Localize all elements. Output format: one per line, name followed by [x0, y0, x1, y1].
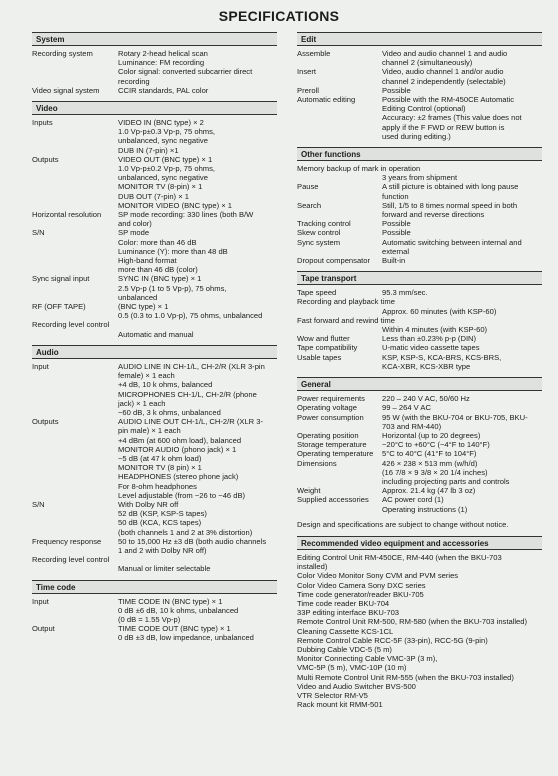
spec-value: 3 years from shipment [382, 173, 458, 183]
spec-line: Approx. 60 minutes (with KSP-60) [382, 306, 497, 316]
spec-row [297, 403, 542, 412]
list-item: Color Video Camera Sony DXC series [297, 580, 426, 590]
spec-label: Power consumption [297, 412, 364, 422]
spec-label: Tape speed [297, 288, 337, 298]
spec-row [32, 537, 277, 555]
spec-label: Weight [297, 486, 321, 496]
spec-value: 95.3 mm/sec. [382, 288, 428, 298]
spec-label: Usable tapes [297, 352, 342, 362]
section-heading: Audio [32, 345, 277, 359]
spec-value: Automatic switching between internal and external [382, 237, 522, 256]
spec-label: Wow and flutter [297, 334, 350, 344]
spec-label: Pause [297, 182, 319, 192]
spec-value: AC power cord (1) Operating instructions (1) [382, 495, 468, 514]
spec-label: Search [297, 200, 322, 210]
spec-value: Still, 1/5 to 8 times normal speed in both forward and reverse directions [382, 200, 518, 220]
spec-label: Sync system [297, 237, 341, 247]
spec-row [32, 555, 277, 573]
general-section [297, 377, 542, 514]
section-heading: Other functions [297, 147, 542, 161]
spec-label: Operating temperature [297, 449, 374, 459]
right-column [297, 32, 542, 715]
spec-value: Horizontal (up to 20 degrees) [382, 430, 481, 440]
spec-value: Automatic and manual [118, 329, 194, 339]
spec-value: Less than ±0.23% p-p (DIN) [382, 334, 477, 344]
edit-section [297, 32, 542, 141]
spec-row [297, 173, 542, 182]
spec-value: 50 to 15,000 Hz ±3 dB (both audio channels 1 and 2 with Dolby NR off) [118, 536, 267, 555]
spec-label: Dimensions [297, 458, 337, 468]
spec-label: Frequency response [32, 536, 102, 546]
spec-value: (BNC type) × 1 0.5 (0.3 to 1.0 Vp-p), 75 ohms, unbalanced [118, 302, 263, 321]
section-heading: Tape transport [297, 271, 542, 285]
spec-row [297, 431, 542, 440]
spec-value: VIDEO OUT (BNC type) × 1 1.0 Vp-p±0.2 Vp-p, 75 ohms, unbalanced, sync negative MONITOR TV (8-pin) × 1 DUB OUT (7-pin) × 1 MONITOR VIDEO (BNC type) × 1 [118, 154, 232, 210]
section-heading: System [32, 32, 277, 46]
spec-label: Insert [297, 67, 316, 77]
spec-row [297, 353, 542, 371]
recommended-section [297, 536, 542, 709]
spec-value: 95 W (with the BKU-704 or BKU-705, BKU- 703 and RM-440) [382, 412, 528, 431]
spec-label: Preroll [297, 85, 319, 95]
spec-row [297, 495, 542, 513]
spec-row [297, 228, 542, 237]
spec-line: Within 4 minutes (with KSP-60) [382, 325, 488, 335]
list-item: Editing Control Unit RM-450CE, RM-440 (when the BKU-703 installed) [297, 552, 502, 572]
time-code-section [32, 580, 277, 643]
list-item: Cleaning Cassette KCS-1CL [297, 626, 394, 636]
page-title: SPECIFICATIONS [218, 8, 340, 24]
tape-transport-section [297, 271, 542, 371]
spec-value: VIDEO IN (BNC type) × 2 1.0 Vp-p±0.3 Vp-p, 75 ohms, unbalanced, sync negative DUB IN (7-pin) ×1 [118, 118, 216, 155]
spec-row [32, 274, 277, 302]
spec-label: Recording level control [32, 555, 110, 565]
spec-row [297, 86, 542, 95]
spec-value: Manual or limiter selectable [118, 564, 211, 574]
spec-label: Operating position [297, 430, 359, 440]
spec-line: Recording and playback time [297, 297, 395, 307]
spec-value: SP mode Color: more than 46 dB Luminance (Y): more than 48 dB High-band format more than 46 dB (color) [118, 228, 228, 275]
spec-row [32, 417, 277, 500]
spec-row [297, 343, 542, 352]
spec-row [32, 500, 277, 537]
spec-label: S/N [32, 228, 45, 238]
spec-label: Recording system [32, 49, 93, 58]
list-item: Time code reader BKU-704 [297, 598, 390, 608]
spec-label: Outputs [32, 417, 59, 427]
list-item: Time code generator/reader BKU-705 [297, 589, 424, 599]
spec-row [32, 320, 277, 338]
spec-label: Recording level control [32, 320, 110, 330]
spec-value: Possible with the RM-450CE Automatic Editing Control (optional) Accuracy: ±2 frames (This value does not apply if the F FWD or REW button is used during editing.) [382, 95, 522, 141]
spec-row [32, 228, 277, 274]
spec-row [32, 86, 277, 95]
spec-value: Video, audio channel 1 and/or audio channel 2 independently (selectable) [382, 67, 506, 86]
spec-value: 220 – 240 V AC, 50/60 Hz [382, 394, 470, 404]
spec-value: A still picture is obtained with long pause function [382, 182, 519, 201]
spec-label: Tracking control [297, 219, 351, 229]
spec-row [297, 486, 542, 495]
spec-value: With Dolby NR off 52 dB (KSP, KSP-S tapes) 50 dB (KCA, KCS tapes) (both channels 1 and 2 at 3% distortion) [118, 499, 253, 537]
list-item: Rack mount kit RMM-501 [297, 700, 383, 710]
section-heading: Video [32, 101, 277, 115]
section-heading: Edit [297, 32, 542, 46]
spec-row [297, 440, 542, 449]
spec-value: Video and audio channel 1 and audio channel 2 (simultaneously) [382, 49, 508, 68]
spec-line: Memory backup of mark in operation [297, 164, 421, 174]
spec-label: Video signal system [32, 85, 100, 95]
spec-value: Approx. 21.4 kg (47 lb 3 oz) [382, 486, 476, 496]
section-heading: Recommended video equipment and accessories [297, 536, 542, 550]
list-item: VTR Selector RM-V5 [297, 690, 368, 700]
design-note: Design and specifications are subject to change without notice. [297, 519, 509, 529]
spec-value: 426 × 238 × 513 mm (w/h/d) (16 7/8 × 9 3/8 × 20 1/4 inches) including projecting parts and controls [382, 458, 510, 486]
spec-value: KSP, KSP-S, KCA-BRS, KCS-BRS, KCA-XBR, KCS-XBR type [382, 352, 502, 371]
list-item: Remote Control Cable RCC-5F (33-pin), RCC-5G (9-pin) [297, 635, 488, 645]
spec-row [297, 334, 542, 343]
spec-row [297, 256, 542, 265]
spec-label: Automatic editing [297, 95, 356, 105]
spec-row [297, 67, 542, 85]
spec-label: S/N [32, 499, 45, 509]
spec-label: Sync signal input [32, 274, 90, 284]
spec-value: SP mode recording: 330 lines (both B/W and color) [118, 210, 254, 229]
spec-row [297, 201, 542, 219]
system-section [32, 32, 277, 95]
spec-value: −20°C to +60°C (−4°F to 140°F) [382, 440, 490, 450]
audio-section [32, 345, 277, 574]
spec-row [32, 155, 277, 210]
spec-label: Outputs [32, 154, 59, 164]
spec-value: Possible [382, 85, 411, 95]
spec-row [297, 49, 542, 67]
spec-label: Skew control [297, 228, 341, 238]
spec-label: Supplied accessories [297, 495, 369, 505]
spec-value: Built-in [382, 256, 406, 266]
spec-row [32, 597, 277, 625]
video-section [32, 101, 277, 339]
spec-label: Horizontal resolution [32, 210, 102, 220]
spec-value: Rotary 2-head helical scan Luminance: FM recording Color signal: converted subcarrier direct recording [118, 49, 253, 86]
list-item: Video and Audio Switcher BVS-500 [297, 681, 416, 691]
spec-value: Possible [382, 219, 411, 229]
spec-row [32, 49, 277, 86]
list-item: Remote Control Unit RM-500, RM-580 (when the BKU-703 installed) [297, 617, 528, 627]
spec-label: Storage temperature [297, 440, 367, 450]
spec-label: Output [32, 624, 55, 634]
spec-label: Assemble [297, 49, 331, 58]
list-item: Multi Remote Control Unit RM-555 (when the BKU-703 installed) [297, 672, 514, 682]
spec-row [32, 210, 277, 228]
spec-row [32, 302, 277, 320]
spec-label: Input [32, 361, 49, 371]
spec-row [32, 118, 277, 155]
spec-row [297, 394, 542, 403]
spec-row [297, 449, 542, 458]
spec-row [297, 238, 542, 256]
list-item: Color Video Monitor Sony CVM and PVM series [297, 571, 459, 581]
spec-value: 5°C to 40°C (41°F to 104°F) [382, 449, 477, 459]
spec-label: RF (OFF TAPE) [32, 302, 86, 312]
other-functions-section [297, 147, 542, 265]
section-heading: General [297, 377, 542, 391]
spec-value: U-matic video cassette tapes [382, 343, 480, 353]
spec-value: TIME CODE OUT (BNC type) × 1 0 dB ±3 dB, low impedance, unbalanced [118, 624, 254, 643]
list-item: Monitor Connecting Cable VMC-3P (3 m), VMC-5P (5 m), VMC-10P (10 m) [297, 654, 438, 673]
spec-row [297, 288, 542, 297]
spec-row [32, 362, 277, 417]
spec-label: Input [32, 596, 49, 606]
spec-row [297, 95, 542, 141]
spec-label: Dropout compensator [297, 256, 371, 266]
spec-label: Operating voltage [297, 403, 357, 413]
spec-row [297, 459, 542, 487]
spec-row [297, 219, 542, 228]
spec-value: Possible [382, 228, 411, 238]
spec-row [32, 624, 277, 642]
section-heading: Time code [32, 580, 277, 594]
spec-label: Inputs [32, 118, 53, 128]
spec-row [297, 413, 542, 431]
spec-label [297, 173, 382, 182]
spec-value: 99 – 264 V AC [382, 403, 431, 413]
spec-value: AUDIO LINE OUT CH-1/L, CH-2/R (XLR 3- pin male) × 1 each +4 dBm (at 600 ohm load), balanced MONITOR AUDIO (phono jack) × 1 −5 dB (at 47 k ohm load) MONITOR TV (8 pin) × 1 HEADPHONES (stereo phone jack) For 8-ohm headphones Level adjustable (from −26 to −46 dB) [118, 417, 264, 500]
spec-label: Tape compatibility [297, 343, 358, 353]
list-item: 33P editing interface BKU-703 [297, 608, 400, 618]
list-item: Dubbing Cable VDC-5 (5 m) [297, 644, 392, 654]
spec-label: Power requirements [297, 394, 365, 404]
spec-value: TIME CODE IN (BNC type) × 1 0 dB ±6 dB, 10 k ohms, unbalanced (0 dB = 1.55 Vp-p) [118, 596, 239, 624]
spec-value: AUDIO LINE IN CH-1/L, CH-2/R (XLR 3-pin female) × 1 each +4 dB, 10 k ohms, balanced MICROPHONES CH-1/L, CH-2/R (phone jack) × 1 each −60 dB, 3 k ohms, unbalanced [118, 361, 265, 417]
spec-value: CCIR standards, PAL color [118, 85, 209, 95]
left-column [32, 32, 277, 649]
spec-line: Fast forward and rewind time [297, 315, 395, 325]
spec-value: SYNC IN (BNC type) × 1 2.5 Vp-p (1 to 5 Vp-p), 75 ohms, unbalanced [118, 274, 227, 302]
spec-row [297, 182, 542, 200]
